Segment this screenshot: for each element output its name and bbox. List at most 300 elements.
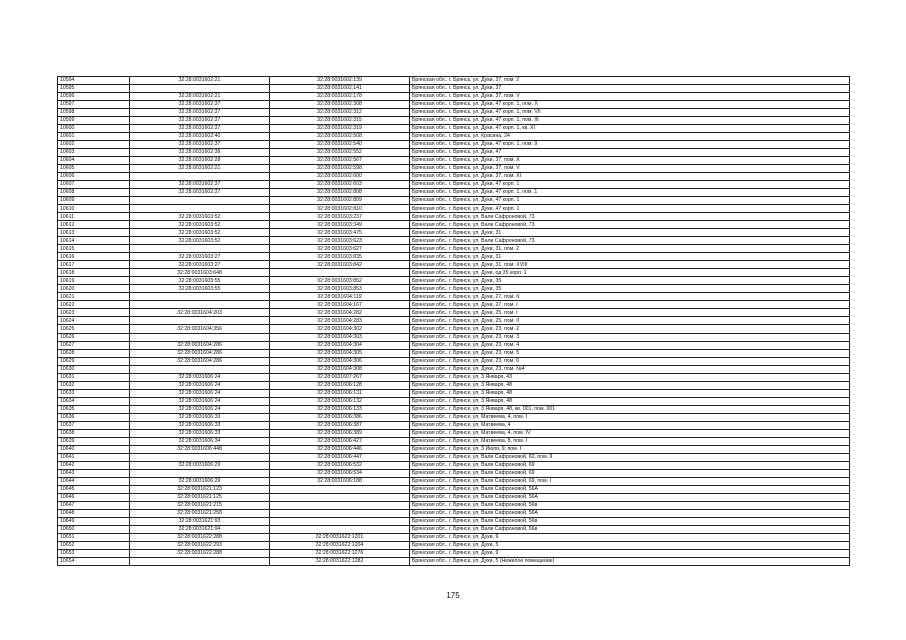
address-cell: Брянская обл., г. Брянск, ул. Дуки, 23, пом. 3 bbox=[410, 333, 850, 341]
land-cadastral-number-cell: 32:28:0031602:37 bbox=[130, 109, 270, 117]
land-cadastral-number-cell: 32:28:0031606:29 bbox=[130, 461, 270, 469]
object-cadastral-number-cell bbox=[270, 269, 410, 277]
address-cell: Брянская обл., г. Брянск, ул. 3 Января, 43 bbox=[410, 373, 850, 381]
address-cell: Брянская обл., г. Брянск, ул. Дуки, 31 bbox=[410, 229, 850, 237]
table-row bbox=[58, 477, 850, 485]
object-cadastral-number-cell: 32:28:0031622:1276 bbox=[270, 549, 410, 557]
object-cadastral-number-cell: 32:28:0031602:308 bbox=[270, 101, 410, 109]
land-cadastral-number-cell: 32:28:0031621:215 bbox=[130, 501, 270, 509]
object-cadastral-number-cell bbox=[270, 525, 410, 533]
table-row bbox=[58, 421, 850, 429]
land-cadastral-number-cell: 32:28:0031602:40 bbox=[130, 133, 270, 141]
row-number-cell: 10613 bbox=[58, 229, 130, 237]
row-number-cell: 10607 bbox=[58, 181, 130, 189]
row-number-cell: 10604 bbox=[58, 157, 130, 165]
land-cadastral-number-cell: 32:28:0031621:123 bbox=[130, 485, 270, 493]
address-cell: Брянская обл., г. Брянск, ул. Дуки, 9 bbox=[410, 549, 850, 557]
table-row bbox=[58, 213, 850, 221]
object-cadastral-number-cell: 32:28:0031606:532 bbox=[270, 461, 410, 469]
object-cadastral-number-cell: 32:28:0031603:853 bbox=[270, 285, 410, 293]
object-cadastral-number-cell bbox=[270, 485, 410, 493]
address-cell: Брянская обл., г. Брянск, ул. 3 Июля, 9, пом. I bbox=[410, 445, 850, 453]
object-cadastral-number-cell: 32:28:0031602:808 bbox=[270, 189, 410, 197]
object-cadastral-number-cell bbox=[270, 517, 410, 525]
object-cadastral-number-cell: 32:28:0031602:319 bbox=[270, 125, 410, 133]
address-cell: Брянская обл., г. Брянск, ул. Дуки, 31 bbox=[410, 253, 850, 261]
object-cadastral-number-cell: 32:28:0031602:809 bbox=[270, 197, 410, 205]
land-cadastral-number-cell: 32:28:0031604:356 bbox=[130, 325, 270, 333]
land-cadastral-number-cell: 32:28:0031606:24 bbox=[130, 373, 270, 381]
address-cell: Брянская обл., г. Брянск, ул. 3 Января, 48 bbox=[410, 389, 850, 397]
table-row bbox=[58, 109, 850, 117]
address-cell: Брянская обл., г. Брянск, ул. Дуки, 23, пом. №4 bbox=[410, 365, 850, 373]
object-cadastral-number-cell: 32:28:0031602:567 bbox=[270, 157, 410, 165]
table-row bbox=[58, 173, 850, 181]
row-number-cell: 10631 bbox=[58, 373, 130, 381]
object-cadastral-number-cell: 32:28:0031606:132 bbox=[270, 397, 410, 405]
address-cell: Брянская обл., г. Брянск, ул. Дуки, 47 корп. 1 bbox=[410, 197, 850, 205]
object-cadastral-number-cell: 32:28:0031603:852 bbox=[270, 277, 410, 285]
table-row bbox=[58, 549, 850, 557]
table-row bbox=[58, 333, 850, 341]
row-number-cell: 10606 bbox=[58, 173, 130, 181]
row-number-cell: 10612 bbox=[58, 221, 130, 229]
land-cadastral-number-cell: 32:28:0031622:288 bbox=[130, 549, 270, 557]
row-number-cell: 10632 bbox=[58, 381, 130, 389]
object-cadastral-number-cell: 32:28:0031606:534 bbox=[270, 469, 410, 477]
address-cell: Брянская обл., г. Брянск, ул. 3 Января, 48, кв. 001, пом. 001 bbox=[410, 405, 850, 413]
address-cell: Брянская обл., г. Брянск, ул. Дуки, 37, пом. V bbox=[410, 165, 850, 173]
address-cell: Брянская обл., г. Брянск, ул. Дуки, 9 bbox=[410, 533, 850, 541]
address-cell: Брянская обл., г. Брянск, ул. Дуки, 5 bbox=[410, 541, 850, 549]
row-number-cell: 10625 bbox=[58, 325, 130, 333]
land-cadastral-number-cell: 32:28:0031606:33 bbox=[130, 429, 270, 437]
row-number-cell: 10608 bbox=[58, 189, 130, 197]
table-row bbox=[58, 157, 850, 165]
row-number-cell: 10616 bbox=[58, 253, 130, 261]
land-cadastral-number-cell: 32:28:0031603:52 bbox=[130, 229, 270, 237]
table-row bbox=[58, 413, 850, 421]
land-cadastral-number-cell: 32:28:0031606:24 bbox=[130, 397, 270, 405]
object-cadastral-number-cell bbox=[270, 501, 410, 509]
table-row bbox=[58, 229, 850, 237]
table-row bbox=[58, 437, 850, 445]
table-row bbox=[58, 317, 850, 325]
row-number-cell: 10647 bbox=[58, 501, 130, 509]
object-cadastral-number-cell: 32:28:0031622:1282 bbox=[270, 557, 410, 565]
land-cadastral-number-cell: 32:28:0031602:36 bbox=[130, 149, 270, 157]
land-cadastral-number-cell bbox=[130, 365, 270, 373]
records-table-body bbox=[58, 77, 850, 566]
row-number-cell: 10641 bbox=[58, 453, 130, 461]
row-number-cell: 10621 bbox=[58, 293, 130, 301]
row-number-cell: 10628 bbox=[58, 349, 130, 357]
table-row bbox=[58, 493, 850, 501]
table-row bbox=[58, 517, 850, 525]
land-cadastral-number-cell: 32:28:0031603:55 bbox=[130, 285, 270, 293]
object-cadastral-number-cell: 32:28:0031604:167 bbox=[270, 301, 410, 309]
row-number-cell: 10609 bbox=[58, 197, 130, 205]
address-cell: Брянская обл., г. Брянск, ул. 3 Января, 48 bbox=[410, 397, 850, 405]
land-cadastral-number-cell: 32:28:0031602:37 bbox=[130, 189, 270, 197]
object-cadastral-number-cell: 32:28:0031606:427 bbox=[270, 437, 410, 445]
address-cell: Брянская обл., г. Брянск, ул. Дуки, 47 корп. 1, пом. III bbox=[410, 117, 850, 125]
row-number-cell: 10630 bbox=[58, 365, 130, 373]
address-cell: Брянская обл., г. Брянск, ул. Матвеева, 4, пом. IV bbox=[410, 429, 850, 437]
object-cadastral-number-cell: 32:28:0031622:1201 bbox=[270, 533, 410, 541]
land-cadastral-number-cell bbox=[130, 469, 270, 477]
address-cell: Брянская обл., г. Брянск, ул. Вали Сафроновой, 69 bbox=[410, 461, 850, 469]
land-cadastral-number-cell: 32:28:0031602:37 bbox=[130, 125, 270, 133]
row-number-cell: 10598 bbox=[58, 109, 130, 117]
address-cell: Брянская обл., г. Брянск, ул. Дуки, 37, пом. V bbox=[410, 93, 850, 101]
object-cadastral-number-cell: 32:28:0031606:131 bbox=[270, 389, 410, 397]
row-number-cell: 10648 bbox=[58, 509, 130, 517]
land-cadastral-number-cell: 32:28:0031602:37 bbox=[130, 101, 270, 109]
object-cadastral-number-cell: 32:28:0031606:386 bbox=[270, 413, 410, 421]
row-number-cell: 10635 bbox=[58, 405, 130, 413]
table-row bbox=[58, 485, 850, 493]
table-row bbox=[58, 277, 850, 285]
row-number-cell: 10619 bbox=[58, 277, 130, 285]
table-row bbox=[58, 541, 850, 549]
object-cadastral-number-cell: 32:28:0031606:188 bbox=[270, 477, 410, 485]
address-cell: Брянская обл., г. Брянск, ул. Дуки, 47 корп. 1 bbox=[410, 181, 850, 189]
address-cell: Брянская обл., г. Брянск, ул. Дуки, 31, пом. XVIII bbox=[410, 261, 850, 269]
land-cadastral-number-cell: 32:28:0031602:28 bbox=[130, 157, 270, 165]
land-cadastral-number-cell: 32:28:0031602:37 bbox=[130, 117, 270, 125]
land-cadastral-number-cell: 32:28:0031603:52 bbox=[130, 221, 270, 229]
object-cadastral-number-cell: 32:28:0031606:128 bbox=[270, 381, 410, 389]
object-cadastral-number-cell: 32:28:0031604:304 bbox=[270, 341, 410, 349]
object-cadastral-number-cell: 32:28:0031604:303 bbox=[270, 333, 410, 341]
object-cadastral-number-cell: 32:28:0031602:312 bbox=[270, 109, 410, 117]
table-row bbox=[58, 221, 850, 229]
table-row bbox=[58, 269, 850, 277]
table-row bbox=[58, 349, 850, 357]
row-number-cell: 10636 bbox=[58, 413, 130, 421]
object-cadastral-number-cell: 32:28:0031604:302 bbox=[270, 325, 410, 333]
address-cell: Брянская обл., г. Брянск, ул. Красина, 24 bbox=[410, 133, 850, 141]
table-row bbox=[58, 373, 850, 381]
table-row bbox=[58, 453, 850, 461]
row-number-cell: 10638 bbox=[58, 429, 130, 437]
land-cadastral-number-cell: 32:28:0031603:27 bbox=[130, 253, 270, 261]
address-cell: Брянская обл., г. Брянск, ул. Вали Сафроновой, 73 bbox=[410, 237, 850, 245]
address-cell: Брянская обл., г. Брянск, ул. Дуки, 37, пом. 2 bbox=[410, 77, 850, 85]
land-cadastral-number-cell bbox=[130, 197, 270, 205]
address-cell: Брянская обл., г. Брянск, ул. Вали Сафроновой, 56А bbox=[410, 493, 850, 501]
row-number-cell: 10596 bbox=[58, 93, 130, 101]
row-number-cell: 10599 bbox=[58, 117, 130, 125]
land-cadastral-number-cell: 32:28:0031621:94 bbox=[130, 525, 270, 533]
table-row bbox=[58, 381, 850, 389]
table-row bbox=[58, 365, 850, 373]
object-cadastral-number-cell: 32:28:0031602:810 bbox=[270, 205, 410, 213]
object-cadastral-number-cell bbox=[270, 493, 410, 501]
address-cell: Брянская обл., г. Брянск, ул. Вали Сафроновой, 56в bbox=[410, 517, 850, 525]
address-cell: Брянская обл., г. Брянск, ул. Дуки, 37, пом. X bbox=[410, 157, 850, 165]
row-number-cell: 10654 bbox=[58, 557, 130, 565]
address-cell: Брянская обл., г. Брянск, ул. Дуки, 47 корп. 1, кв. XI bbox=[410, 125, 850, 133]
row-number-cell: 10623 bbox=[58, 309, 130, 317]
address-cell: Брянская обл., г. Брянск, ул. Дуки, 47 корп. 1 bbox=[410, 205, 850, 213]
object-cadastral-number-cell: 32:28:0031602:552 bbox=[270, 149, 410, 157]
object-cadastral-number-cell: 32:28:0031604:308 bbox=[270, 365, 410, 373]
address-cell: Брянская обл., г. Брянск, ул. Дуки, 47 корп. 1, пом. X bbox=[410, 101, 850, 109]
land-cadastral-number-cell bbox=[130, 245, 270, 253]
row-number-cell: 10615 bbox=[58, 245, 130, 253]
address-cell: Брянская обл., г. Брянск, ул. Матвеева, 4, пом. I bbox=[410, 413, 850, 421]
table-row bbox=[58, 237, 850, 245]
row-number-cell: 10639 bbox=[58, 437, 130, 445]
object-cadastral-number-cell: 32:28:0031602:603 bbox=[270, 181, 410, 189]
land-cadastral-number-cell: 32:28:0031602:21 bbox=[130, 77, 270, 85]
object-cadastral-number-cell: 32:28:0031606:447 bbox=[270, 453, 410, 461]
table-row bbox=[58, 461, 850, 469]
object-cadastral-number-cell: 32:28:0031604:283 bbox=[270, 317, 410, 325]
address-cell: Брянская обл., г. Брянск, ул. Дуки, 47 корп. 1, пом. 9 bbox=[410, 141, 850, 149]
land-cadastral-number-cell: 32:28:0031603:55 bbox=[130, 277, 270, 285]
row-number-cell: 10640 bbox=[58, 445, 130, 453]
land-cadastral-number-cell: 32:28:0031604:203 bbox=[130, 309, 270, 317]
table-row bbox=[58, 445, 850, 453]
address-cell: Брянская обл., г. Брянск, ул. Дуки, 23, пом. 2 bbox=[410, 325, 850, 333]
row-number-cell: 10626 bbox=[58, 333, 130, 341]
address-cell: Брянская обл., г. Брянск, ул. Дуки, 27, пом. II bbox=[410, 293, 850, 301]
table-row bbox=[58, 357, 850, 365]
row-number-cell: 10649 bbox=[58, 517, 130, 525]
object-cadastral-number-cell: 32:28:0031606:389 bbox=[270, 429, 410, 437]
address-cell: Брянская обл., г. Брянск, ул. Дуки, 23, пом. 5 bbox=[410, 349, 850, 357]
land-cadastral-number-cell: 32:28:0031621:125 bbox=[130, 493, 270, 501]
address-cell: Брянская обл., г. Брянск, ул. Вали Сафроновой, 56А bbox=[410, 509, 850, 517]
table-row bbox=[58, 533, 850, 541]
land-cadastral-number-cell: 32:28:0031602:21 bbox=[130, 93, 270, 101]
address-cell: Брянская обл., г. Брянск, ул. Дуки, од 35 корп. 1 bbox=[410, 269, 850, 277]
address-cell: Брянская обл., г. Брянск, ул. Дуки, 37 bbox=[410, 85, 850, 93]
row-number-cell: 10622 bbox=[58, 301, 130, 309]
table-row bbox=[58, 501, 850, 509]
row-number-cell: 10600 bbox=[58, 125, 130, 133]
table-row bbox=[58, 341, 850, 349]
address-cell: Брянская обл., г. Брянск, ул. Вали Сафроновой, 69, пом. I bbox=[410, 477, 850, 485]
object-cadastral-number-cell: 32:28:0031606:387 bbox=[270, 421, 410, 429]
row-number-cell: 10620 bbox=[58, 285, 130, 293]
object-cadastral-number-cell: 32:28:0031602:508 bbox=[270, 133, 410, 141]
table-row bbox=[58, 101, 850, 109]
land-cadastral-number-cell: 32:28:0031606:24 bbox=[130, 389, 270, 397]
object-cadastral-number-cell: 32:28:0031603:627 bbox=[270, 245, 410, 253]
land-cadastral-number-cell: 32:28:0031606:33 bbox=[130, 421, 270, 429]
table-row bbox=[58, 469, 850, 477]
table-row bbox=[58, 525, 850, 533]
land-cadastral-number-cell: 32:28:0031604:286 bbox=[130, 357, 270, 365]
land-cadastral-number-cell: 32:28:0031606:24 bbox=[130, 405, 270, 413]
land-cadastral-number-cell: 32:28:0031602:37 bbox=[130, 181, 270, 189]
table-row bbox=[58, 125, 850, 133]
land-cadastral-number-cell: 32:28:0031622:293 bbox=[130, 541, 270, 549]
land-cadastral-number-cell bbox=[130, 205, 270, 213]
table-row bbox=[58, 149, 850, 157]
row-number-cell: 10643 bbox=[58, 469, 130, 477]
land-cadastral-number-cell: 32:28:0031603:52 bbox=[130, 237, 270, 245]
row-number-cell: 10614 bbox=[58, 237, 130, 245]
table-row bbox=[58, 197, 850, 205]
table-row bbox=[58, 301, 850, 309]
object-cadastral-number-cell: 32:28:0031602:598 bbox=[270, 165, 410, 173]
row-number-cell: 10627 bbox=[58, 341, 130, 349]
address-cell: Брянская обл., г. Брянск, ул. Дуки, 23, пом. 4 bbox=[410, 341, 850, 349]
row-number-cell: 10597 bbox=[58, 101, 130, 109]
address-cell: Брянская обл., г. Брянск, ул. Вали Сафроновой, 56А bbox=[410, 485, 850, 493]
table-row bbox=[58, 309, 850, 317]
object-cadastral-number-cell: 32:28:0031602:540 bbox=[270, 141, 410, 149]
address-cell: Брянская обл., г. Брянск, ул. Вали Сафроновой, 62, пом. II bbox=[410, 453, 850, 461]
object-cadastral-number-cell: 32:28:0031602:315 bbox=[270, 117, 410, 125]
row-number-cell: 10602 bbox=[58, 141, 130, 149]
object-cadastral-number-cell: 32:28:0031602:600 bbox=[270, 173, 410, 181]
records-table bbox=[57, 76, 850, 566]
land-cadastral-number-cell: 32:28:0031606:29 bbox=[130, 477, 270, 485]
row-number-cell: 10653 bbox=[58, 549, 130, 557]
object-cadastral-number-cell: 32:28:0031622:1204 bbox=[270, 541, 410, 549]
page-number: 175 bbox=[446, 591, 460, 600]
address-cell: Брянская обл., г. Брянск, ул. Матвеева, 4 bbox=[410, 421, 850, 429]
object-cadastral-number-cell: 32:28:0031604:282 bbox=[270, 309, 410, 317]
row-number-cell: 10645 bbox=[58, 485, 130, 493]
address-cell: Брянская обл., г. Брянск, ул. Вали Сафроновой, 56в bbox=[410, 501, 850, 509]
table-row bbox=[58, 389, 850, 397]
land-cadastral-number-cell bbox=[130, 293, 270, 301]
row-number-cell: 10618 bbox=[58, 269, 130, 277]
address-cell: Брянская обл., г. Брянск, ул. Дуки, 47 корп. 1, пом. VII bbox=[410, 109, 850, 117]
address-cell: Брянская обл., г. Брянск, ул. Дуки, 31, пом. 2 bbox=[410, 245, 850, 253]
row-number-cell: 10650 bbox=[58, 525, 130, 533]
row-number-cell: 10603 bbox=[58, 149, 130, 157]
table-row bbox=[58, 93, 850, 101]
land-cadastral-number-cell: 32:28:0031606:24 bbox=[130, 381, 270, 389]
address-cell: Брянская обл., г. Брянск, ул. Вали Сафроновой, 69 bbox=[410, 469, 850, 477]
land-cadastral-number-cell: 32:28:0031606:33 bbox=[130, 413, 270, 421]
object-cadastral-number-cell: 32:28:0031603:623 bbox=[270, 237, 410, 245]
row-number-cell: 10651 bbox=[58, 533, 130, 541]
land-cadastral-number-cell bbox=[130, 301, 270, 309]
address-cell: Брянская обл., г. Брянск, ул. Дуки, 47 bbox=[410, 149, 850, 157]
table-row bbox=[58, 133, 850, 141]
land-cadastral-number-cell bbox=[130, 317, 270, 325]
row-number-cell: 10594 bbox=[58, 77, 130, 85]
land-cadastral-number-cell bbox=[130, 85, 270, 93]
row-number-cell: 10611 bbox=[58, 213, 130, 221]
object-cadastral-number-cell: 32:28:0031602:139 bbox=[270, 77, 410, 85]
table-row bbox=[58, 405, 850, 413]
row-number-cell: 10624 bbox=[58, 317, 130, 325]
address-cell: Брянская обл., г. Брянск, ул. 3 Января, 48 bbox=[410, 381, 850, 389]
row-number-cell: 10633 bbox=[58, 389, 130, 397]
land-cadastral-number-cell bbox=[130, 333, 270, 341]
address-cell: Брянская обл., г. Брянск, ул. Дуки, 35 bbox=[410, 277, 850, 285]
object-cadastral-number-cell: 32:28:0031604:306 bbox=[270, 357, 410, 365]
land-cadastral-number-cell: 32:28:0031604:286 bbox=[130, 349, 270, 357]
object-cadastral-number-cell: 32:28:0031602:141 bbox=[270, 85, 410, 93]
address-cell: Брянская обл., г. Брянск, ул. Дуки, 25, пом. I bbox=[410, 309, 850, 317]
address-cell: Брянская обл., г. Брянск, ул. Дуки, 27, пом. I bbox=[410, 301, 850, 309]
row-number-cell: 10637 bbox=[58, 421, 130, 429]
object-cadastral-number-cell: 32:28:0031604:119 bbox=[270, 293, 410, 301]
land-cadastral-number-cell: 32:28:0031603:648 bbox=[130, 269, 270, 277]
address-cell: Брянская обл., г. Брянск, ул. Дуки, 5 (Нежилое помещение) bbox=[410, 557, 850, 565]
table-row bbox=[58, 77, 850, 85]
row-number-cell: 10642 bbox=[58, 461, 130, 469]
object-cadastral-number-cell: 32:28:0031603:842 bbox=[270, 261, 410, 269]
object-cadastral-number-cell: 32:28:0031606:133 bbox=[270, 405, 410, 413]
object-cadastral-number-cell: 32:28:0031604:305 bbox=[270, 349, 410, 357]
land-cadastral-number-cell: 32:28:0031606:448 bbox=[130, 445, 270, 453]
land-cadastral-number-cell: 32:28:0031602:21 bbox=[130, 165, 270, 173]
row-number-cell: 10629 bbox=[58, 357, 130, 365]
object-cadastral-number-cell: 32:28:0031602:178 bbox=[270, 93, 410, 101]
address-cell: Брянская обл., г. Брянск, ул. Вали Сафроновой, 56в bbox=[410, 525, 850, 533]
land-cadastral-number-cell bbox=[130, 557, 270, 565]
row-number-cell: 10610 bbox=[58, 205, 130, 213]
table-row bbox=[58, 509, 850, 517]
table-row bbox=[58, 141, 850, 149]
address-cell: Брянская обл., г. Брянск, ул. Матвеева, 8, пом. I bbox=[410, 437, 850, 445]
object-cadastral-number-cell: 32:28:0031603:835 bbox=[270, 253, 410, 261]
table-row bbox=[58, 165, 850, 173]
land-cadastral-number-cell: 32:28:0031606:34 bbox=[130, 437, 270, 445]
row-number-cell: 10634 bbox=[58, 397, 130, 405]
land-cadastral-number-cell: 32:28:0031602:37 bbox=[130, 141, 270, 149]
land-cadastral-number-cell: 32:28:0031621:93 bbox=[130, 517, 270, 525]
table-row bbox=[58, 189, 850, 197]
address-cell: Брянская обл., г. Брянск, ул. Вали Сафроновой, 73 bbox=[410, 221, 850, 229]
table-row bbox=[58, 429, 850, 437]
row-number-cell: 10644 bbox=[58, 477, 130, 485]
table-row bbox=[58, 285, 850, 293]
row-number-cell: 10617 bbox=[58, 261, 130, 269]
row-number-cell: 10652 bbox=[58, 541, 130, 549]
table-row bbox=[58, 261, 850, 269]
table-row bbox=[58, 85, 850, 93]
object-cadastral-number-cell: 32:28:0031603:475 bbox=[270, 229, 410, 237]
address-cell: Брянская обл., г. Брянск, ул. Вали Сафроновой, 73 bbox=[410, 213, 850, 221]
land-cadastral-number-cell bbox=[130, 453, 270, 461]
address-cell: Брянская обл., г. Брянск, ул. Дуки, 47 корп. 1, пом. 1 bbox=[410, 189, 850, 197]
object-cadastral-number-cell: 32:28:0031603:349 bbox=[270, 221, 410, 229]
address-cell: Брянская обл., г. Брянск, ул. Дуки, 37, пом. XI bbox=[410, 173, 850, 181]
row-number-cell: 10601 bbox=[58, 133, 130, 141]
land-cadastral-number-cell bbox=[130, 173, 270, 181]
table-row bbox=[58, 557, 850, 565]
object-cadastral-number-cell: 32:28:0031606:446 bbox=[270, 445, 410, 453]
table-row bbox=[58, 253, 850, 261]
table-row bbox=[58, 181, 850, 189]
table-row bbox=[58, 245, 850, 253]
land-cadastral-number-cell: 32:28:0031603:27 bbox=[130, 261, 270, 269]
address-cell: Брянская обл., г. Брянск, ул. Дуки, 25, пом. II bbox=[410, 317, 850, 325]
land-cadastral-number-cell: 32:28:0031603:52 bbox=[130, 213, 270, 221]
table-row bbox=[58, 117, 850, 125]
object-cadastral-number-cell: 32:28:0031607:267 bbox=[270, 373, 410, 381]
land-cadastral-number-cell: 32:28:0031621:258 bbox=[130, 509, 270, 517]
table-row bbox=[58, 205, 850, 213]
table-row bbox=[58, 293, 850, 301]
object-cadastral-number-cell: 32:28:0031603:237 bbox=[270, 213, 410, 221]
table-row bbox=[58, 325, 850, 333]
object-cadastral-number-cell bbox=[270, 509, 410, 517]
